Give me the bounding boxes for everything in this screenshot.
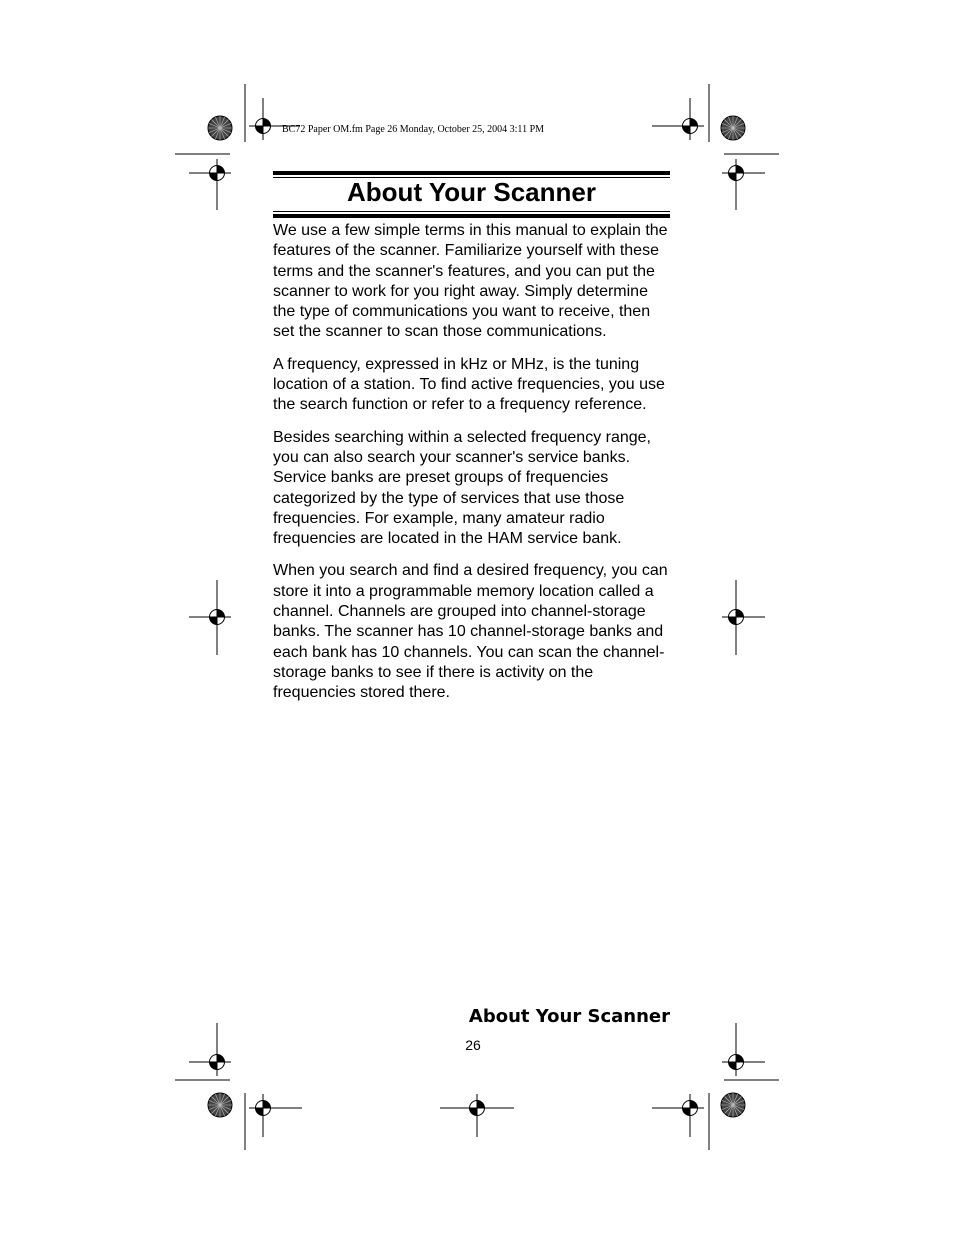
paragraph: We use a few simple terms in this manual to explain the features of the scanner. Familiarize yourself with these terms and the scanner's features, and you can put the scanner to work for you right away. Simply determine the type of communications you want to receive, then set the scanner to scan those communications.	[273, 222, 668, 341]
starburst-target-icon	[208, 116, 232, 140]
body-text	[273, 221, 673, 716]
paragraph: When you search and find a desired frequency, you can store it into a programmable memory location called a channel. Channels are grouped into channel-storage banks. The scanner has 10 channel-storage banks and each bank has 10 channels. You can scan the channel-storage banks to see if there is activity on the frequencies stored there.	[273, 562, 668, 702]
registration-crosshair-icon	[203, 1048, 231, 1076]
page-number: 26	[465, 1037, 481, 1053]
starburst-target-icon	[721, 116, 745, 140]
registration-crosshair-icon	[722, 1048, 750, 1076]
file-info-header: BC72 Paper OM.fm Page 26 Monday, October 25, 2004 3:11 PM	[282, 124, 545, 135]
registration-crosshair-icon	[722, 603, 750, 631]
paragraph: Besides searching within a selected frequency range, you can also search your scanner's service banks. Service banks are preset groups of frequencies categorized by the type of services that use those frequencies. For example, many amateur radio frequencies are located in the HAM service bank.	[273, 428, 651, 548]
title-rule-bottom-thick	[273, 214, 670, 218]
footer-section-title: About Your Scanner	[468, 1006, 670, 1027]
paragraph: A frequency, expressed in kHz or MHz, is the tuning location of a station. To find active frequencies, you use the search function or refer to a frequency reference.	[273, 355, 665, 414]
section-title: About Your Scanner	[347, 177, 596, 207]
registration-crosshair-icon	[203, 603, 231, 631]
starburst-target-icon	[721, 1093, 745, 1117]
title-rule-bottom-thin	[273, 211, 670, 212]
starburst-target-icon	[208, 1093, 232, 1117]
